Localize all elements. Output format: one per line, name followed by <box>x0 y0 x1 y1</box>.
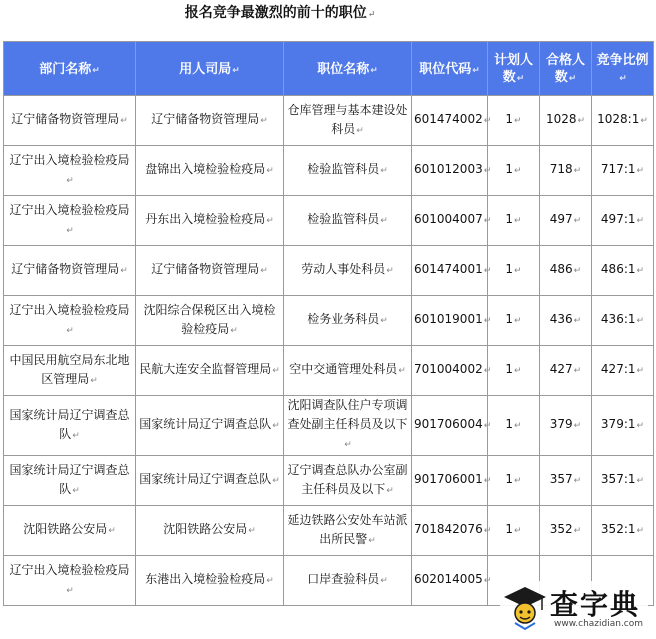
department-cell: 沈阳铁路公安局↵ <box>4 506 136 556</box>
qualified-count-cell: 379↵ <box>540 396 592 456</box>
plan-count-cell: 1↵ <box>488 346 540 396</box>
logo-url: www.chazidian.com <box>554 619 644 629</box>
qualified-count-cell: 486↵ <box>540 246 592 296</box>
code-cell: 601004007↵ <box>412 196 488 246</box>
plan-count-cell: 1↵ <box>488 296 540 346</box>
position-cell: 检验监管科员↵ <box>284 196 412 246</box>
table-row <box>4 346 654 396</box>
column-header: 用人司局↵ <box>136 42 284 96</box>
plan-count-cell: 1↵ <box>488 456 540 506</box>
table-row <box>4 506 654 556</box>
bureau-cell: 盘锦出入境检验检疫局↵ <box>136 146 284 196</box>
table-body <box>4 96 654 606</box>
column-header: 竞争比例↵ <box>592 42 654 96</box>
plan-count-cell: 1↵ <box>488 96 540 146</box>
logo-name: 查字典 <box>550 588 641 621</box>
code-cell: 602014005↵ <box>412 556 488 606</box>
code-cell: 601019001↵ <box>412 296 488 346</box>
plan-count-cell: 1↵ <box>488 246 540 296</box>
ratio-cell: 352:1↵ <box>592 506 654 556</box>
position-cell: 辽宁调查总队办公室副主任科员及以下↵ <box>284 456 412 506</box>
department-cell: 国家统计局辽宁调查总队↵ <box>4 396 136 456</box>
position-cell: 口岸查验科员↵ <box>284 556 412 606</box>
ratio-cell: 486:1↵ <box>592 246 654 296</box>
column-header: 计划人数↵ <box>488 42 540 96</box>
qualified-count-cell: 427↵ <box>540 346 592 396</box>
ratio-cell: 1028:1↵ <box>592 96 654 146</box>
table-row <box>4 296 654 346</box>
bureau-cell: 民航大连安全监督管理局↵ <box>136 346 284 396</box>
code-cell: 701004002↵ <box>412 346 488 396</box>
column-header: 合格人数↵ <box>540 42 592 96</box>
code-cell: 601474001↵ <box>412 246 488 296</box>
position-cell: 仓库管理与基本建设处科员↵ <box>284 96 412 146</box>
position-cell: 检务业务科员↵ <box>284 296 412 346</box>
graduate-cap-icon <box>502 583 548 631</box>
ratio-cell: 497:1↵ <box>592 196 654 246</box>
page-title: 报名竞争最激烈的前十的职位↵ <box>184 5 376 21</box>
bureau-cell: 沈阳铁路公安局↵ <box>136 506 284 556</box>
position-cell: 延边铁路公安处车站派出所民警↵ <box>284 506 412 556</box>
position-cell: 空中交通管理处科员↵ <box>284 346 412 396</box>
ratio-cell: 427:1↵ <box>592 346 654 396</box>
plan-count-cell: 1↵ <box>488 396 540 456</box>
table-row <box>4 196 654 246</box>
ratio-cell: 717:1↵ <box>592 146 654 196</box>
qualified-count-cell: 718↵ <box>540 146 592 196</box>
table-header-row <box>4 42 654 96</box>
qualified-count-cell: 352↵ <box>540 506 592 556</box>
ratio-cell: 436:1↵ <box>592 296 654 346</box>
table-row <box>4 246 654 296</box>
site-logo <box>500 581 648 633</box>
ratio-cell: 357:1↵ <box>592 456 654 506</box>
position-cell: 沈阳调查队住户专项调查处副主任科员及以下↵ <box>284 396 412 456</box>
code-cell: 901706004↵ <box>412 396 488 456</box>
code-cell: 601012003↵ <box>412 146 488 196</box>
code-cell: 901706001↵ <box>412 456 488 506</box>
ratio-cell: 379:1↵ <box>592 396 654 456</box>
table-row <box>4 396 654 456</box>
bureau-cell: 丹东出入境检验检疫局↵ <box>136 196 284 246</box>
bureau-cell: 国家统计局辽宁调查总队↵ <box>136 396 284 456</box>
bureau-cell: 辽宁储备物资管理局↵ <box>136 246 284 296</box>
column-header: 部门名称↵ <box>4 42 136 96</box>
department-cell: 辽宁储备物资管理局↵ <box>4 96 136 146</box>
qualified-count-cell: 436↵ <box>540 296 592 346</box>
bureau-cell: 东港出入境检验检疫局↵ <box>136 556 284 606</box>
table-row <box>4 96 654 146</box>
position-cell: 检验监管科员↵ <box>284 146 412 196</box>
department-cell: 辽宁出入境检验检疫局↵ <box>4 556 136 606</box>
column-header: 职位名称↵ <box>284 42 412 96</box>
table-row <box>4 146 654 196</box>
column-header: 职位代码↵ <box>412 42 488 96</box>
bureau-cell: 国家统计局辽宁调查总队↵ <box>136 456 284 506</box>
qualified-count-cell: 497↵ <box>540 196 592 246</box>
plan-count-cell: 1↵ <box>488 146 540 196</box>
department-cell: 辽宁储备物资管理局↵ <box>4 246 136 296</box>
bureau-cell: 沈阳综合保税区出入境检验检疫局↵ <box>136 296 284 346</box>
department-cell: 中国民用航空局东北地区管理局↵ <box>4 346 136 396</box>
code-cell: 701842076↵ <box>412 506 488 556</box>
code-cell: 601474002↵ <box>412 96 488 146</box>
bureau-cell: 辽宁储备物资管理局↵ <box>136 96 284 146</box>
department-cell: 辽宁出入境检验检疫局↵ <box>4 146 136 196</box>
department-cell: 国家统计局辽宁调查总队↵ <box>4 456 136 506</box>
ranking-table <box>3 41 654 606</box>
plan-count-cell: 1↵ <box>488 196 540 246</box>
department-cell: 辽宁出入境检验检疫局↵ <box>4 296 136 346</box>
qualified-count-cell: 357↵ <box>540 456 592 506</box>
position-cell: 劳动人事处科员↵ <box>284 246 412 296</box>
qualified-count-cell: 1028↵ <box>540 96 592 146</box>
plan-count-cell: 1↵ <box>488 506 540 556</box>
table-row <box>4 456 654 506</box>
department-cell: 辽宁出入境检验检疫局↵ <box>4 196 136 246</box>
